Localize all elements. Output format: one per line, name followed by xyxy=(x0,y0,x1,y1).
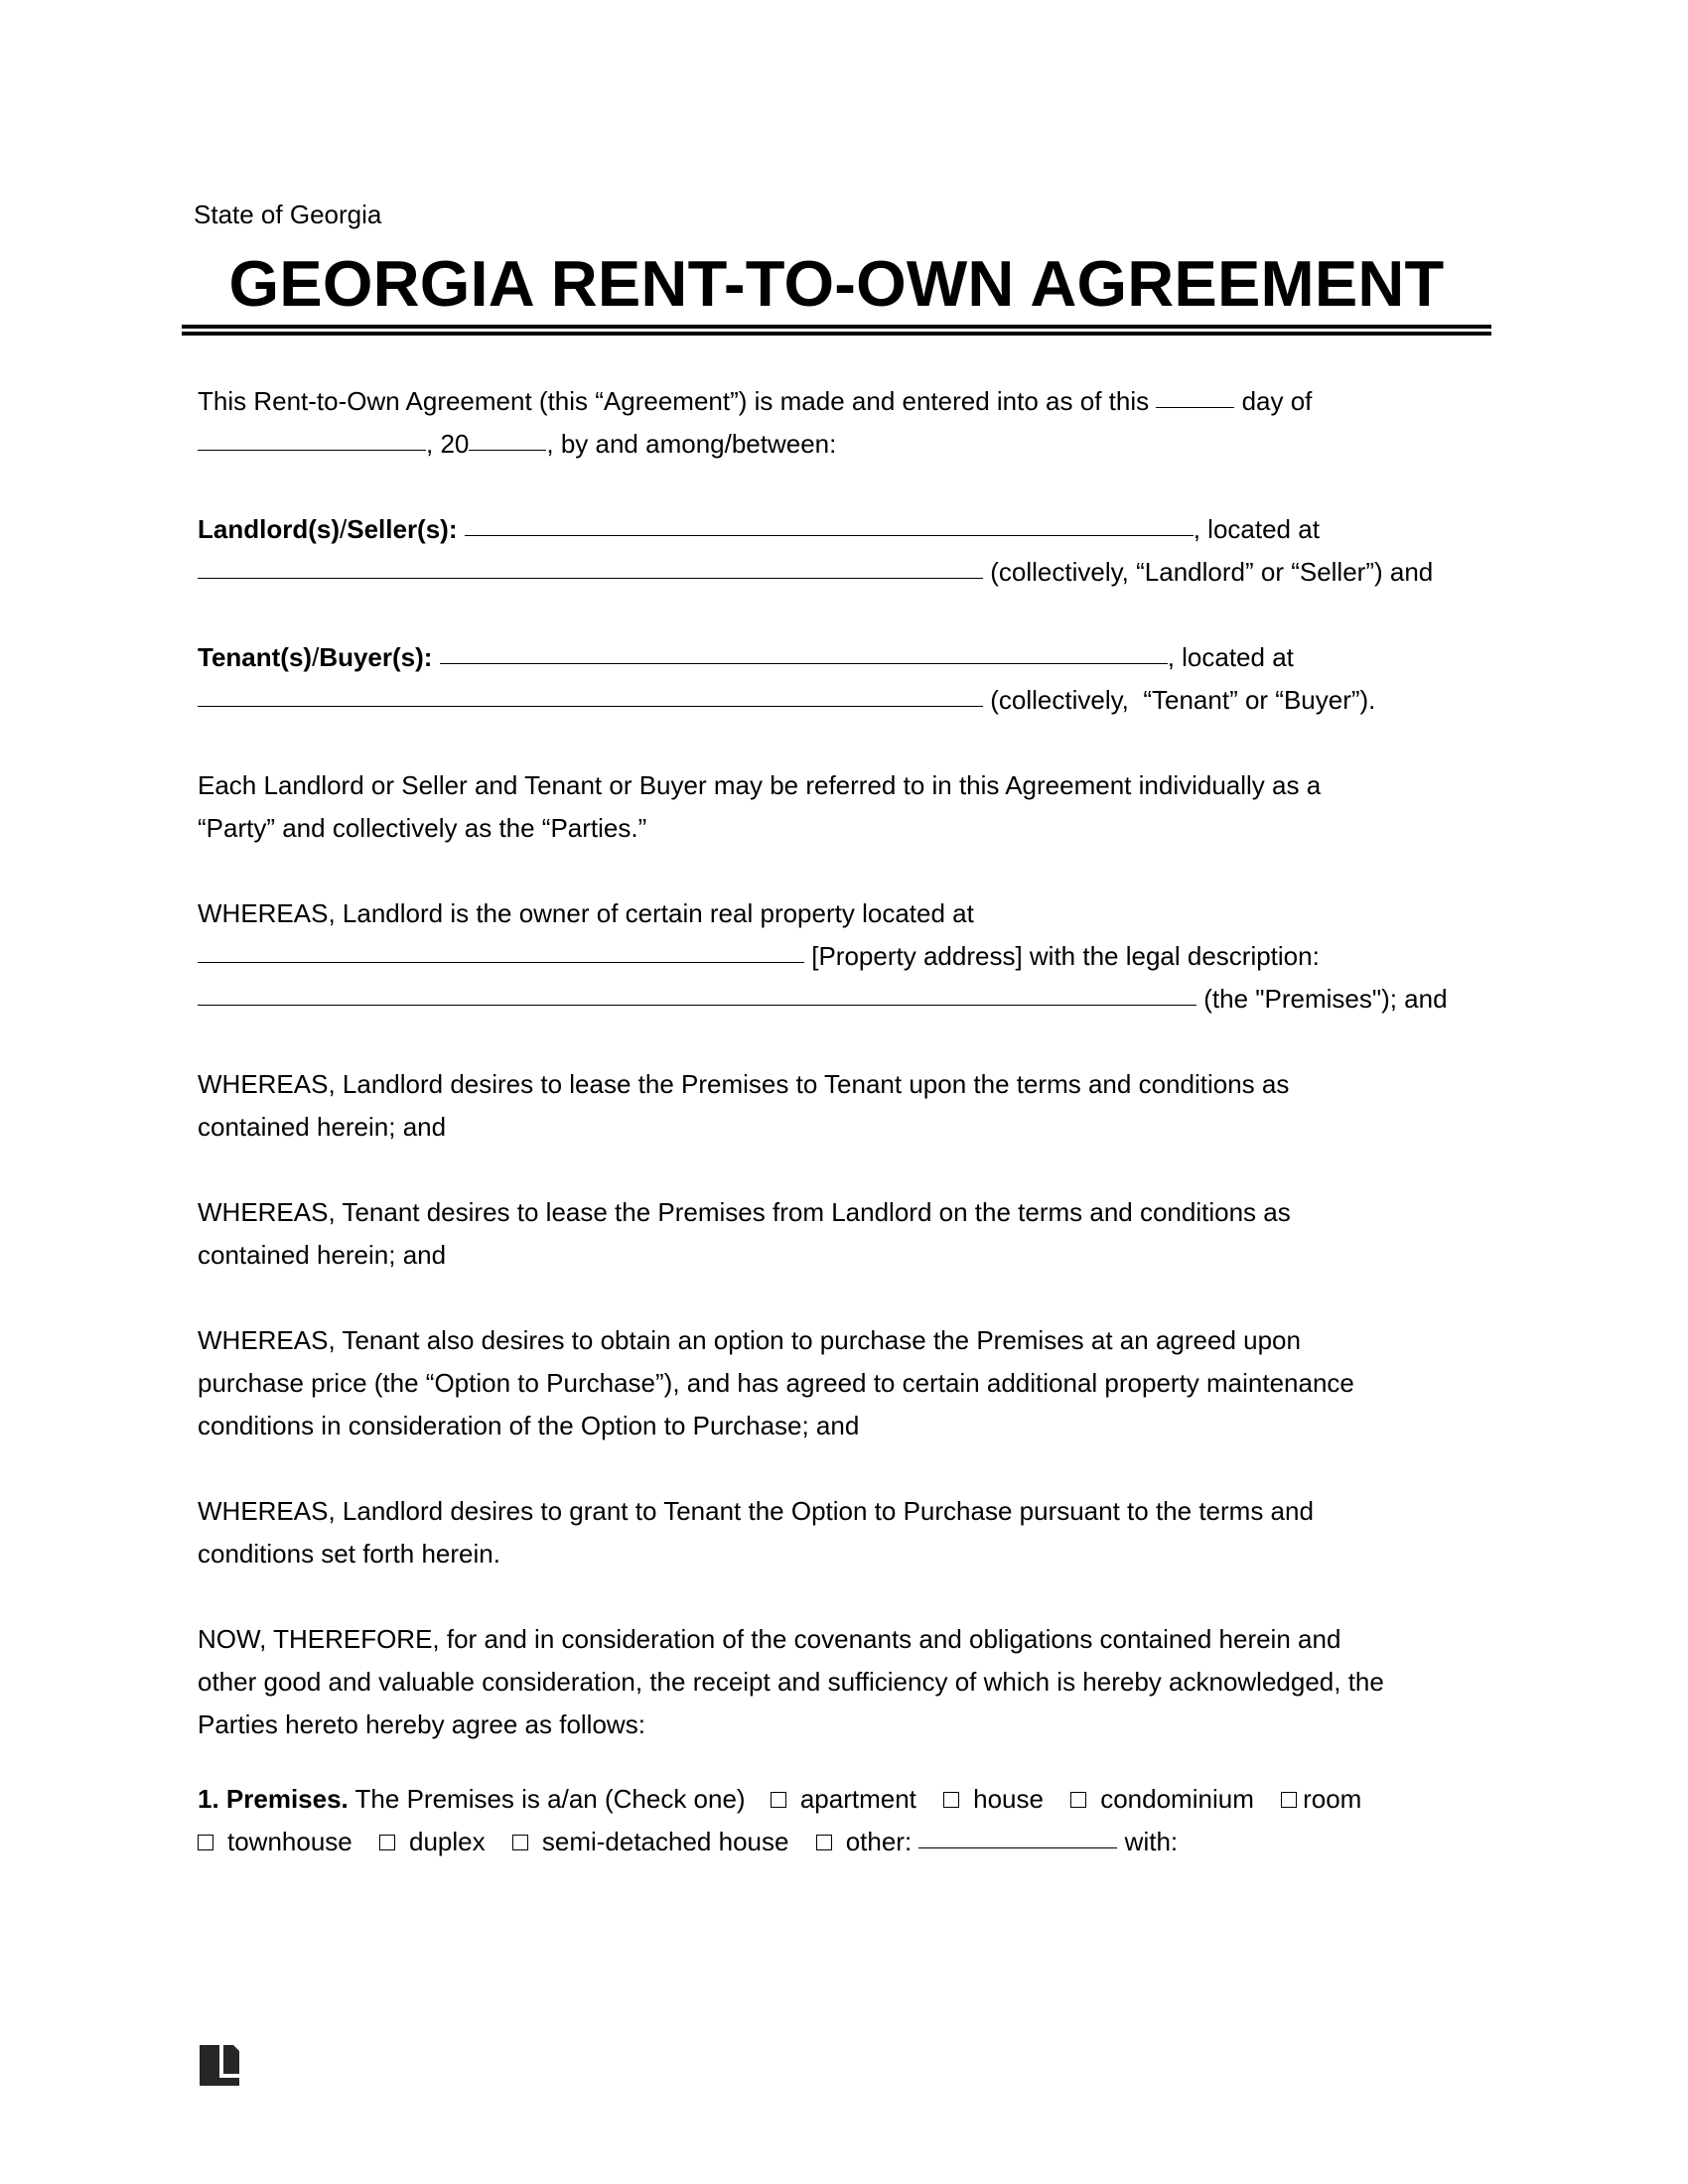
with-text: with: xyxy=(1124,1827,1179,1856)
landlord-line-1 xyxy=(198,508,1498,551)
whereas5-line-2: conditions set forth herein. xyxy=(198,1539,500,1569)
checkbox-room[interactable] xyxy=(1281,1792,1297,1808)
intro-text: , by and among/between: xyxy=(546,429,837,459)
whereas3-line-1: WHEREAS, Tenant desires to lease the Premises from Landlord on the terms and conditions as xyxy=(198,1197,1291,1227)
therefore-line-3: Parties hereto hereby agree as follows: xyxy=(198,1709,645,1739)
legal-description-field[interactable] xyxy=(198,979,1196,1006)
label-separator: / xyxy=(340,514,348,544)
located-text: , located at xyxy=(1193,514,1320,544)
option-label: townhouse xyxy=(227,1827,352,1856)
title-divider-top xyxy=(182,325,1491,329)
whereas2-line-2: contained herein; and xyxy=(198,1112,447,1142)
checkbox-house[interactable] xyxy=(943,1792,959,1808)
document-title: GEORGIA RENT-TO-OWN AGREEMENT xyxy=(228,247,1445,320)
option-label: room xyxy=(1303,1784,1362,1814)
tenant-name-field[interactable] xyxy=(440,637,1168,664)
whereas4-line-3: conditions in consideration of the Option to Purchase; and xyxy=(198,1411,860,1440)
parties-line-2: “Party” and collectively as the “Parties.” xyxy=(198,813,647,843)
year-field[interactable] xyxy=(469,424,546,451)
document-body xyxy=(198,380,1498,1863)
whereas-text: (the "Premises"); and xyxy=(1203,984,1448,1014)
whereas5-line-1: WHEREAS, Landlord desires to grant to Tenant the Option to Purchase pursuant to the terms and xyxy=(198,1496,1314,1526)
other-field[interactable] xyxy=(918,1822,1117,1848)
checkbox-townhouse[interactable] xyxy=(198,1835,213,1850)
whereas4-line-2: purchase price (the “Option to Purchase”), and has agreed to certain additional property maintenance xyxy=(198,1368,1354,1398)
option-label: duplex xyxy=(409,1827,486,1856)
intro-text: , 20 xyxy=(426,429,470,459)
label-separator: / xyxy=(312,642,320,672)
seller-label: Seller(s): xyxy=(347,514,458,544)
option-label: other: xyxy=(845,1827,913,1856)
whereas4-line-1: WHEREAS, Tenant also desires to obtain an option to purchase the Premises at an agreed upon xyxy=(198,1325,1301,1355)
title-divider-bottom xyxy=(182,332,1491,336)
whereas2-line-1: WHEREAS, Landlord desires to lease the Premises to Tenant upon the terms and conditions as xyxy=(198,1069,1290,1099)
collective-text: (collectively, “Landlord” or “Seller”) and xyxy=(990,557,1434,587)
document-logo-icon xyxy=(200,2045,239,2086)
landlord-name-field[interactable] xyxy=(465,509,1194,536)
intro-text: day of xyxy=(1241,386,1313,416)
option-label: house xyxy=(973,1784,1044,1814)
whereas1-line-3 xyxy=(198,978,1498,1021)
buyer-label: Buyer(s): xyxy=(319,642,433,672)
landlord-line-2 xyxy=(198,551,1498,594)
therefore-line-2: other good and valuable consideration, the receipt and sufficiency of which is hereby acknowledged, the xyxy=(198,1667,1384,1697)
checkbox-apartment[interactable] xyxy=(771,1792,786,1808)
whereas3-line-2: contained herein; and xyxy=(198,1240,447,1270)
whereas-text: [Property address] with the legal description: xyxy=(811,941,1320,971)
checkbox-duplex[interactable] xyxy=(379,1835,395,1850)
option-label: semi-detached house xyxy=(541,1827,789,1856)
month-field[interactable] xyxy=(198,424,426,451)
premises-line-1 xyxy=(198,1778,1498,1821)
collective-text: (collectively, “Tenant” or “Buyer”). xyxy=(990,685,1376,715)
section-heading: 1. Premises. xyxy=(198,1784,349,1814)
checkbox-other[interactable] xyxy=(816,1835,832,1850)
tenant-line-1 xyxy=(198,636,1498,679)
tenant-label: Tenant(s) xyxy=(198,642,313,672)
parties-line-1: Each Landlord or Seller and Tenant or Buyer may be referred to in this Agreement individually as a xyxy=(198,770,1322,800)
located-text: , located at xyxy=(1167,642,1294,672)
therefore-line-1: NOW, THEREFORE, for and in consideration of the covenants and obligations contained herein and xyxy=(198,1624,1341,1654)
whereas1-line-2 xyxy=(198,935,1498,978)
option-label: condominium xyxy=(1100,1784,1254,1814)
landlord-label: Landlord(s) xyxy=(198,514,340,544)
checkbox-semi-detached[interactable] xyxy=(512,1835,528,1850)
section-intro: The Premises is a/an (Check one) xyxy=(354,1784,746,1814)
intro-line-2 xyxy=(198,423,1498,466)
tenant-line-2 xyxy=(198,679,1498,722)
state-label: State of Georgia xyxy=(194,200,382,229)
intro-text: This Rent-to-Own Agreement (this “Agreement”) is made and entered into as of this xyxy=(198,386,1150,416)
checkbox-condominium[interactable] xyxy=(1070,1792,1086,1808)
property-address-field[interactable] xyxy=(198,936,804,963)
day-field[interactable] xyxy=(1156,381,1234,408)
intro-line-1 xyxy=(198,380,1498,423)
whereas1-line-1: WHEREAS, Landlord is the owner of certain real property located at xyxy=(198,898,974,928)
premises-line-2 xyxy=(198,1821,1498,1863)
tenant-address-field[interactable] xyxy=(198,680,983,707)
landlord-address-field[interactable] xyxy=(198,552,983,579)
option-label: apartment xyxy=(799,1784,916,1814)
